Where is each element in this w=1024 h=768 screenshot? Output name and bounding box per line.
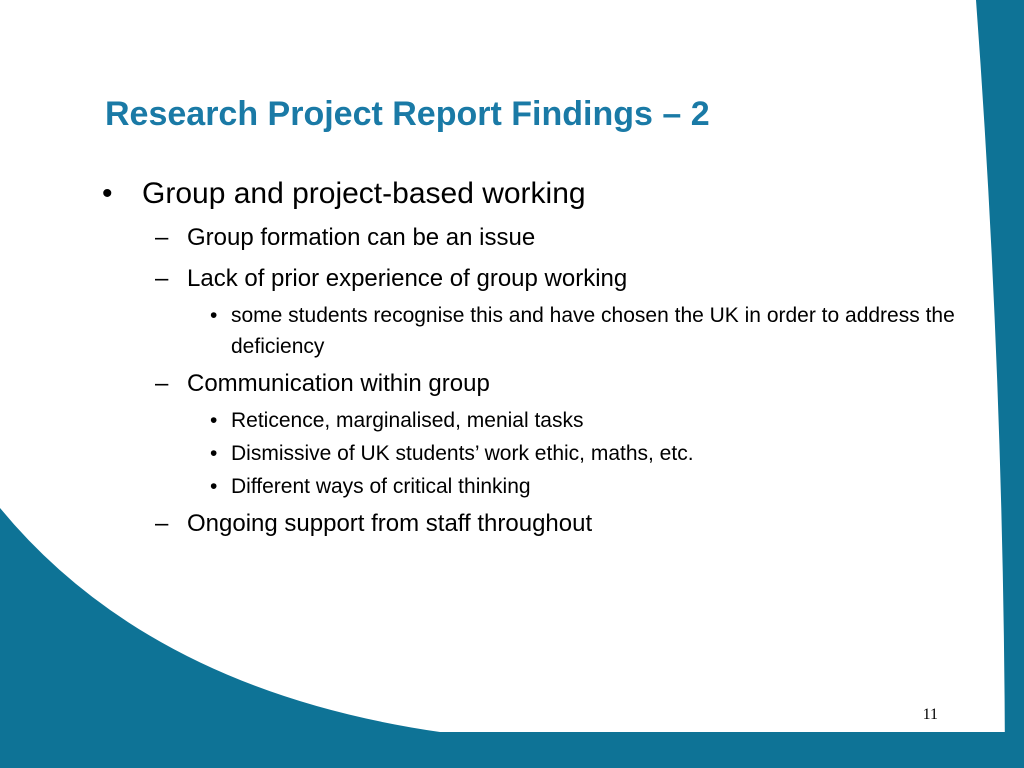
- bullet-list: [100, 172, 980, 543]
- bullet-text: some students recognise this and have chosen the UK in order to address the deficiency: [231, 304, 955, 358]
- bullet-item-level2: [155, 219, 980, 257]
- dash-marker: –: [155, 370, 169, 397]
- bullet-marker: •: [210, 442, 218, 465]
- bullet-item-level2: [155, 505, 980, 543]
- dash-marker: –: [155, 510, 169, 537]
- bullet-text: Reticence, marginalised, menial tasks: [231, 409, 584, 432]
- bullet-text: Different ways of critical thinking: [231, 475, 531, 498]
- bullet-text: Communication within group: [187, 370, 490, 397]
- bullet-text: Dismissive of UK students’ work ethic, maths, etc.: [231, 442, 694, 465]
- bullet-marker: •: [102, 177, 113, 210]
- bullet-item-level2: [155, 260, 980, 298]
- page-number: 11: [922, 706, 938, 723]
- bullet-text: Group formation can be an issue: [187, 224, 536, 251]
- bullet-item-level1: [100, 172, 980, 216]
- bullet-text: Group and project-based working: [142, 177, 586, 210]
- bullet-marker: •: [210, 475, 218, 498]
- bullet-item-level3: [210, 405, 980, 436]
- bottom-left-decorative-curve: [0, 508, 1024, 768]
- bullet-marker: •: [210, 409, 218, 432]
- bullet-marker: •: [210, 304, 218, 327]
- bullet-item-level2: [155, 365, 980, 403]
- dash-marker: –: [155, 224, 169, 251]
- slide-title: Research Project Report Findings – 2: [105, 95, 710, 133]
- bullet-item-level3: [210, 471, 980, 502]
- bullet-text: Lack of prior experience of group working: [187, 265, 628, 292]
- bullet-item-level3: [210, 300, 980, 362]
- right-decorative-band: [976, 0, 1024, 768]
- bullet-text: Ongoing support from staff throughout: [187, 510, 593, 537]
- dash-marker: –: [155, 265, 169, 292]
- bullet-item-level3: [210, 438, 980, 469]
